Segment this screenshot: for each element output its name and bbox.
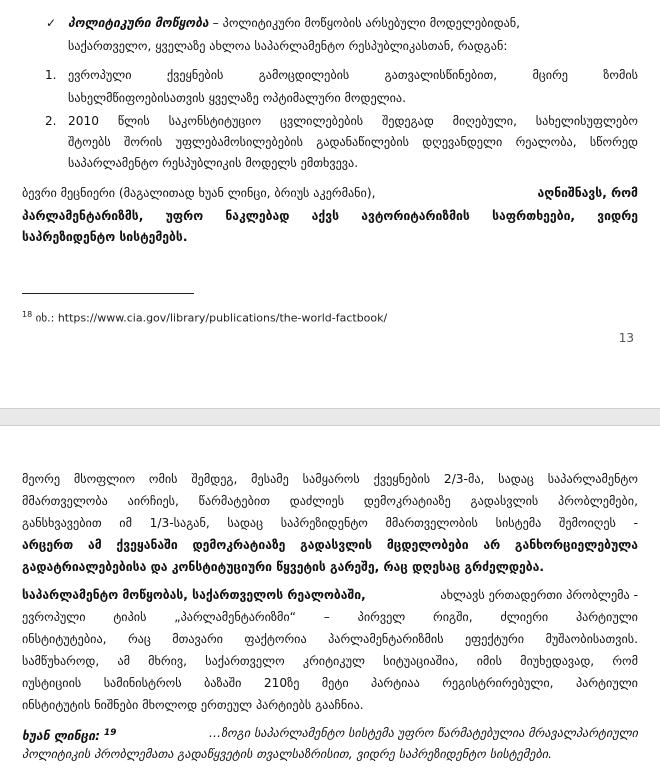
list-item-text: 2010 წლის საკონსტიტუციო ცვლილებების შედეგად მიღებული, სახელისუფლებო (68, 114, 638, 128)
paragraph-text: განსხვავებით იმ 1/3-საგან, სადაც საპრეზიდენტო მმართველობის სისტემა შემოიღეს - (22, 516, 638, 530)
checkmark-icon: ✓ (46, 16, 57, 30)
paragraph-text: მმართველობა აირჩიეს, წარმატებით დაძლიეს დემოკრატიაზე გადასვლის პრობლემები, (22, 494, 638, 508)
paragraph-bold: გადატრიალებებისა და კონსტიტუციური წყვეტის გარეშე, რაც დღესაც გრძელდება. (22, 560, 545, 574)
paragraph-line (22, 182, 638, 204)
list-item-text: საპარლამენტო რესპუბლიკის მოდელს ემთხვევა. (68, 156, 359, 170)
paragraph-bold: პარლამენტარიზმს, უფრო ნაკლებად აქვს ავტორიტარიზმის საფრთხეები, ვიდრე (22, 209, 638, 223)
list-number: 1. (45, 68, 57, 82)
list-item-text: ევროპული ქვეყნების გამოცდილების გათვალისწინებით, მცირე ზომის (68, 68, 638, 82)
quote-text: …ზოგი საპარლამენტო სისტემა უფრო წარმატებულია მრავალპარტიული (208, 726, 638, 740)
paragraph-text: ინსტიტუტებია, რაც მთავარი ფაქტორია პარლამენტარიზმის ეფექტური მუშაობისათვის. (22, 632, 638, 646)
paragraph-text: ბევრი მეცნიერი (მაგალითად ხუან ლინცი, ბრიუს აკერმანი), (22, 186, 376, 200)
paragraph-bold: საპარლამენტო მოწყობას, საქართველოს რეალობაში, (22, 588, 366, 602)
paragraph-bold: საპრეზიდენტო სისტემებს. (22, 230, 188, 244)
list-number: 2. (45, 114, 57, 128)
bullet-political-system (68, 12, 520, 34)
footnote-separator (22, 293, 194, 294)
bullet-text: – პოლიტიკური მოწყობის არსებული მოდელებიდან, (208, 16, 521, 30)
footnote-text: იხ.: https://www.cia.gov/library/publications/the-world-factbook/ (32, 311, 388, 325)
footnote (22, 306, 387, 328)
bullet-title: პოლიტიკური მოწყობა (68, 16, 209, 30)
quote-author: ხუან ლინცი: (22, 729, 100, 744)
paragraph-text: ახლავს ერთადერთი პრობლემა - (440, 588, 638, 602)
footnote-number: 18 (22, 310, 33, 319)
paragraph-text: სამწუხაროდ, ამ მხრივ, საქართველო კრიტიკულ სიტუაციაშია, იმის მიუხედავად, რომ (22, 654, 638, 668)
quote-footnote-ref: 19 (103, 728, 117, 738)
paragraph-text: ინსტიტუტის ნიშნები მხოლოდ ერთეულ პარტიებს გააჩნია. (22, 698, 364, 712)
paragraph-text: მეორე მსოფლიო ომის შემდეგ, მესამე სამყაროს ქვეყნების 2/3-მა, სადაც საპარლამენტო (22, 472, 638, 486)
list-item-text: შტოებს შორის უფლებამოსილებების გადანაწილების დღევანდელი რეალობა, სწორედ (68, 135, 638, 149)
paragraph-bold: აღნიშნავს, რომ (537, 186, 638, 200)
document-page-14 (0, 426, 660, 774)
paragraph-text: ევროპული ტიპის „პარლამენტარიზმი“ – პირველ რიგში, ძლიერი პარტიული (22, 610, 638, 624)
page-number: 13 (618, 331, 634, 345)
page-gap (0, 408, 660, 426)
paragraph-line (22, 584, 638, 606)
quote-text: პოლიტიკის პრობლემათა გადაწყვეტის თვალსაზრისით, ვიდრე საპრეზიდენტო სისტემები. (22, 747, 552, 761)
bullet-text-line: საქართველო, ყველაზე ახლოა საპარლამენტო რესპუბლიკასთან, რადგან: (68, 39, 508, 53)
list-item-text: სახელმწიფოებისათვის ყველაზე ოპტიმალური მოდელია. (68, 91, 406, 105)
paragraph-text: იუსტიციის სამინისტროს ბაზაში 210ზე მეტი პარტიაა რეგისტრირებული, პარტიული (22, 676, 638, 690)
paragraph-bold: არცერთ ამ ქვეყანაში დემოკრატიაზე გადასვლის მცდელობები არ განხორციელებულა (22, 538, 638, 552)
